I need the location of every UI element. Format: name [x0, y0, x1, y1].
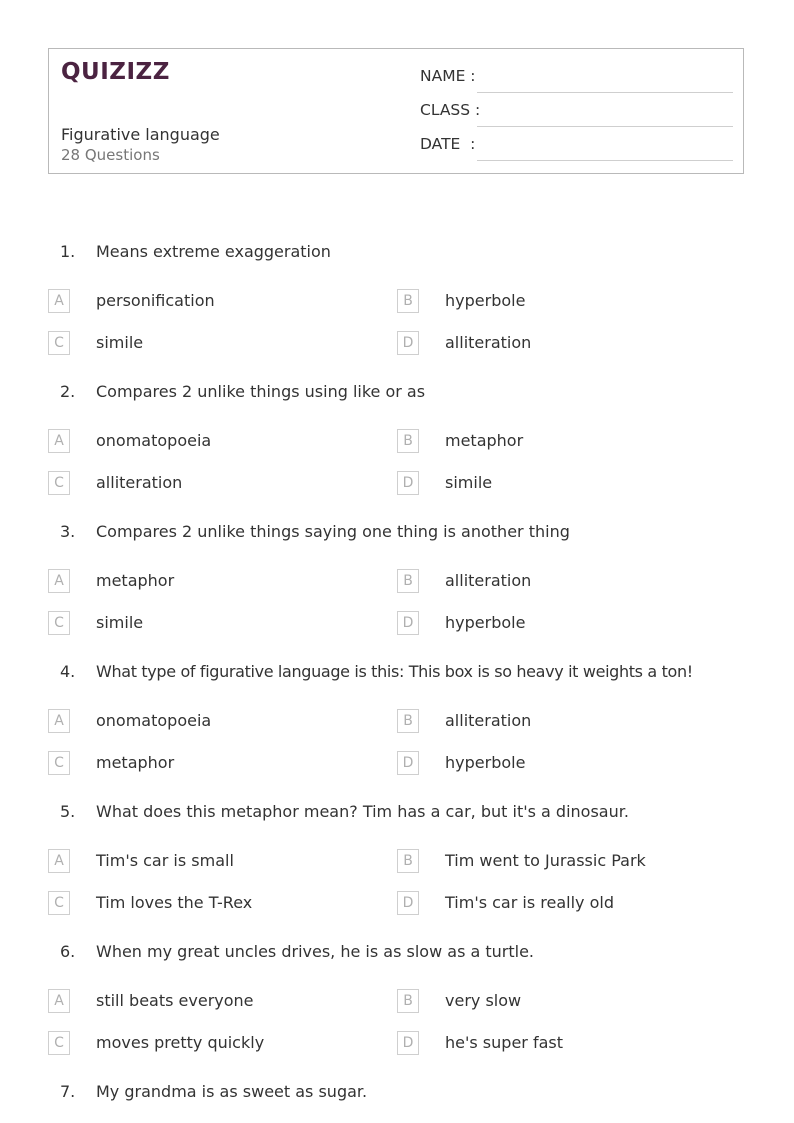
- option-text: Tim went to Jurassic Park: [445, 851, 646, 870]
- option-text: hyperbole: [445, 291, 526, 310]
- option-letter-box: D: [397, 611, 419, 635]
- question-text: What type of figurative language is this: This box is so heavy it weights a ton!: [96, 662, 693, 681]
- question-text: What does this metaphor mean? Tim has a car, but it's a dinosaur.: [96, 802, 629, 821]
- option-text: alliteration: [445, 711, 532, 730]
- question-number: 6.: [60, 942, 76, 961]
- question-number: 4.: [60, 662, 76, 681]
- option-letter-box: C: [48, 611, 70, 635]
- option-text: personification: [96, 291, 215, 310]
- option-text: still beats everyone: [96, 991, 254, 1010]
- option-letter-box: C: [48, 751, 70, 775]
- question-text: Compares 2 unlike things using like or as: [96, 382, 426, 401]
- option-text: Tim's car is small: [96, 851, 234, 870]
- name-label: NAME :: [420, 67, 476, 85]
- option-text: metaphor: [96, 753, 175, 772]
- option-letter-box: B: [397, 569, 419, 593]
- option-text: hyperbole: [445, 753, 526, 772]
- question-text: When my great uncles drives, he is as slow as a turtle.: [96, 942, 535, 961]
- option-text: simile: [96, 333, 144, 352]
- option-letter-box: B: [397, 849, 419, 873]
- question-number: 2.: [60, 382, 76, 401]
- worksheet-title: Figurative language: [61, 125, 220, 144]
- option-letter-box: B: [397, 709, 419, 733]
- question-text: Means extreme exaggeration: [96, 242, 331, 261]
- option-letter-box: A: [48, 429, 70, 453]
- option-text: moves pretty quickly: [96, 1033, 265, 1052]
- option-letter-box: C: [48, 891, 70, 915]
- option-letter-box: B: [397, 289, 419, 313]
- option-text: metaphor: [445, 431, 524, 450]
- option-letter-box: D: [397, 1031, 419, 1055]
- option-letter-box: D: [397, 751, 419, 775]
- class-line[interactable]: [477, 126, 733, 127]
- option-letter-box: D: [397, 331, 419, 355]
- option-letter-box: C: [48, 331, 70, 355]
- option-letter-box: A: [48, 989, 70, 1013]
- option-text: simile: [445, 473, 493, 492]
- option-text: alliteration: [445, 571, 532, 590]
- option-letter-box: C: [48, 471, 70, 495]
- quizizz-logo: QUIZIZZ: [61, 59, 170, 85]
- question-text: Compares 2 unlike things saying one thing is another thing: [96, 522, 570, 541]
- option-text: alliteration: [96, 473, 183, 492]
- question-number: 7.: [60, 1082, 76, 1101]
- option-letter-box: D: [397, 891, 419, 915]
- class-label: CLASS :: [420, 101, 481, 119]
- question-number: 1.: [60, 242, 76, 261]
- question-count: 28 Questions: [61, 146, 160, 164]
- option-letter-box: A: [48, 849, 70, 873]
- date-label: DATE :: [420, 135, 476, 153]
- option-text: metaphor: [96, 571, 175, 590]
- date-field[interactable]: [420, 135, 733, 161]
- option-text: onomatopoeia: [96, 711, 212, 730]
- option-letter-box: A: [48, 569, 70, 593]
- option-letter-box: B: [397, 429, 419, 453]
- class-field[interactable]: [420, 101, 733, 127]
- option-letter-box: A: [48, 289, 70, 313]
- option-text: alliteration: [445, 333, 532, 352]
- option-text: hyperbole: [445, 613, 526, 632]
- date-line[interactable]: [477, 160, 733, 161]
- option-letter-box: C: [48, 1031, 70, 1055]
- name-field[interactable]: [420, 67, 733, 93]
- option-text: simile: [96, 613, 144, 632]
- question-text: My grandma is as sweet as sugar.: [96, 1082, 368, 1101]
- name-line[interactable]: [477, 92, 733, 93]
- option-letter-box: A: [48, 709, 70, 733]
- option-text: very slow: [445, 991, 522, 1010]
- option-text: Tim's car is really old: [445, 893, 614, 912]
- worksheet-header: [48, 48, 744, 174]
- option-letter-box: D: [397, 471, 419, 495]
- option-text: Tim loves the T-Rex: [96, 893, 253, 912]
- option-text: onomatopoeia: [96, 431, 212, 450]
- question-number: 3.: [60, 522, 76, 541]
- option-text: he's super fast: [445, 1033, 563, 1052]
- option-letter-box: B: [397, 989, 419, 1013]
- question-number: 5.: [60, 802, 76, 821]
